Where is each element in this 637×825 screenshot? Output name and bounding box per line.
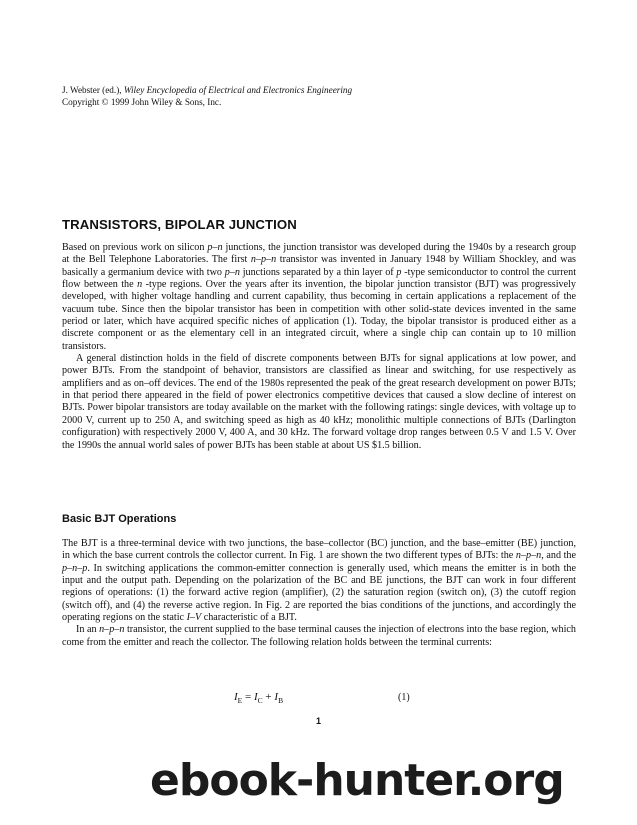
operations-section [62, 538, 576, 649]
page-number: 1 [316, 716, 322, 726]
citation-line [62, 84, 352, 96]
copyright-line: Copyright © 1999 John Wiley & Sons, Inc. [62, 97, 222, 107]
article-title: TRANSISTORS, BIPOLAR JUNCTION [62, 217, 297, 232]
equation-number: (1) [398, 692, 410, 703]
intro-section [62, 242, 576, 452]
current-equation: $I_E = I_C + I_B$ [234, 691, 284, 706]
operations-paragraph-1: The BJT is a three-terminal device with two junctions, the base–collector (BC) junction, and the base–emitter (BE) junction, in which the base current controls the collector current. In Fig. 1 are shown the two different types of BJTs: the n–p–n, and the p–n–p. In switching applications the common-emitter connection is generally used, which means the emitter is in both the input and the output path. Depending on the polarization of the BC and BE junctions, the BJT can work in four different regions of operations: (1) the forward active region (amplifier), (2) the saturation region (switch on), (3) the cutoff region (switch off), and (4) the reverse active region. In Fig. 2 are reported the bias conditions of the junctions, and accordingly the operating regions on the static I–V characteristic of a BJT. [62, 538, 576, 624]
watermark: ebook-hunter.org [150, 755, 564, 806]
intro-paragraph-2: A general distinction holds in the field of discrete components between BJTs for signal applications at low power, and power BJTs. From the standpoint of behavior, transistors are classified as linear and switching, for use respectively as amplifiers and as on–off devices. The end of the 1980s represented the peak of the great research development on power BJTs; in that period there appeared in the field of power electronics competitive devices that caused a slow decline of interest on BJTs. Power bipolar transistors are today available on the market with the following ratings: single devices, with voltage up to 2000 V, current up to 250 A, and switching speed as high as 40 kHz; monolithic multiple connections of BJTs (Darlington configuration) with respectively 2000 V, 400 A, and 30 kHz. The forward voltage drop ranges between 0.5 V and 1.5 V. Over the 1990s the annual world sales of power BJTs has been stable at about US $1.5 billion. [62, 353, 576, 451]
editor: J. Webster (ed.), [62, 85, 124, 95]
section-heading: Basic BJT Operations [62, 513, 177, 525]
citation-header [62, 84, 352, 108]
operations-paragraph-2: In an n–p–n transistor, the current supplied to the base terminal causes the injection of electrons into the base region, which come from the emitter and reach the collector. The following relation holds between the terminal currents: [62, 624, 576, 648]
intro-paragraph-1: Based on previous work on silicon p–n junctions, the junction transistor was developed during the 1940s by a research group at the Bell Telephone Laboratories. The first n–p–n transistor was invented in January 1948 by William Shockley, and was basically a germanium device with two p–n junctions separated by a thin layer of p -type semiconductor to control the current flow between the n -type regions. Over the years after its invention, the bipolar junction transistor (BJT) was progressively developed, with higher voltage handling and current capability, thus becoming in certain applications a replacement of the vacuum tube. Since then the bipolar transistor has been in competition with other solid-state devices invented in the same period or later, which have acquired specific niches of application (1). Today, the bipolar transistor is produced either as a discrete component or as the elementary cell in an integrated circuit, where a single chip can contain up to 10 million transistors. [62, 242, 577, 352]
encyclopedia-title: Wiley Encyclopedia of Electrical and Electronics Engineering [123, 85, 353, 95]
